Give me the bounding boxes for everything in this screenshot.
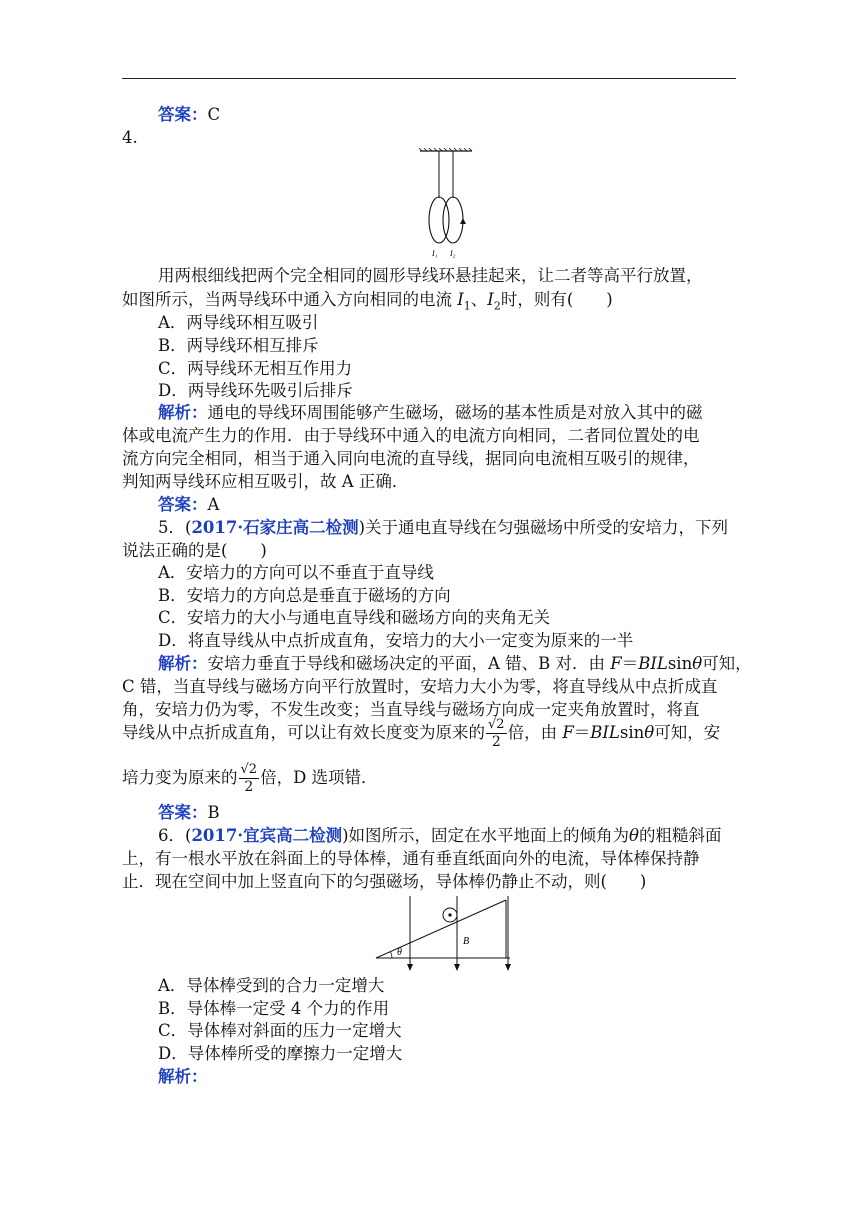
q6-option-c: C．导体棒对斜面的压力一定增大 xyxy=(158,1021,402,1040)
q4-option-b: B．两导线环相互排斥 xyxy=(158,336,319,355)
q4-analysis-line4: 判知两导线环应相互吸引，故 A 正确． xyxy=(122,472,409,491)
two-ring-figure xyxy=(418,148,474,260)
q3-answer: 答案：C xyxy=(158,105,221,124)
q4-analysis-line3: 流方向完全相同，相当于通入同向电流的直导线，据同向电流相互吸引的规律， xyxy=(122,449,700,468)
q6-option-a: A．导体棒受到的合力一定增大 xyxy=(158,976,385,995)
q5-answer: 答案：B xyxy=(158,803,220,822)
q5-stem-line1: 5．(2017·石家庄高二检测)关于通电直导线在匀强磁场中所受的安培力，下列 xyxy=(158,518,729,537)
q5-analysis-line3: 角，安培力仍为零，不发生改变；当直导线与磁场方向成一定夹角放置时，将直 xyxy=(122,700,700,719)
q4-stem-line2: 如图所示，当两导线环中通入方向相同的电流 $I_1$、$I_2$时，则有( ) xyxy=(122,290,613,313)
q6-option-b: B．导体棒一定受 4 个力的作用 xyxy=(158,999,390,1018)
q6-option-d: D．导体棒所受的摩擦力一定增大 xyxy=(158,1044,403,1063)
fraction-sqrt2-over-2: $\frac{√2}{2}$ xyxy=(488,717,505,750)
q4-analysis-line1: 解析：通电的导线环周围能够产生磁场，磁场的基本性质是对放入其中的磁 xyxy=(158,403,703,422)
q5-analysis-line2: C 错，当直导线与磁场方向平行放置时，安培力大小为零，将直导线从中点折成直 xyxy=(122,677,718,696)
q5-analysis-line4: 导线从中点折成直角，可以让有效长度变为原来的 $\frac{√2}{2}$ 倍，由 F＝BILsinθ可知，安 xyxy=(122,717,721,750)
fraction-sqrt2-over-2: $\frac{√2}{2}$ xyxy=(240,762,258,795)
q4-stem-line1: 用两根细线把两个完全相同的圆形导线环悬挂起来，让二者等高平行放置， xyxy=(158,266,703,285)
q6-stem-line3: 止．现在空间中加上竖直向下的匀强磁场，导体棒仍静止不动，则( ) xyxy=(122,872,647,891)
q4-answer: 答案：A xyxy=(158,495,220,514)
label-i2: I₂ xyxy=(450,249,456,258)
q4-analysis-line2: 体或电流产生力的作用．由于导线环中通入的电流方向相同，二者同位置处的电 xyxy=(122,426,700,445)
header-rule xyxy=(122,78,736,79)
incline-figure xyxy=(372,894,520,974)
q5-option-d: D．将直导线从中点折成直角，安培力的大小一定变为原来的一半 xyxy=(158,631,634,650)
q6-stem-line1: 6．(2017·宜宾高二检测)如图所示，固定在水平地面上的倾角为θ的粗糙斜面 xyxy=(158,826,722,845)
q5-analysis-line5: 培力变为原来的 $\frac{√2}{2}$ 倍，D 选项错． xyxy=(122,762,378,795)
q5-option-c: C．安培力的大小与通电直导线和磁场方向的夹角无关 xyxy=(158,608,551,627)
q6-stem-line2: 上，有一根水平放在斜面上的导体棒，通有垂直纸面向外的电流，导体棒保持静 xyxy=(122,849,700,868)
label-b: B xyxy=(463,936,470,947)
q5-stem-line2: 说法正确的是( ) xyxy=(122,541,267,560)
magnetic-field-lines xyxy=(410,896,508,966)
q4-number: 4. xyxy=(122,128,138,147)
label-i1: I₁ xyxy=(432,249,438,258)
q4-option-d: D．两导线环先吸引后排斥 xyxy=(158,381,353,400)
q4-option-a: A．两导线环相互吸引 xyxy=(158,313,319,332)
q6-analysis: 解析： xyxy=(158,1067,208,1086)
ring-2 xyxy=(443,197,463,243)
label-theta: θ xyxy=(397,947,402,958)
q4-option-c: C．两导线环无相互作用力 xyxy=(158,359,353,378)
q5-analysis-line1: 解析：安培力垂直于导线和磁场决定的平面，A 错、B 对．由 F＝BILsinθ可知， xyxy=(158,654,752,673)
q5-option-a: A．安培力的方向可以不垂直于直导线 xyxy=(158,563,434,582)
q5-option-b: B．安培力的方向总是垂直于磁场的方向 xyxy=(158,586,451,605)
